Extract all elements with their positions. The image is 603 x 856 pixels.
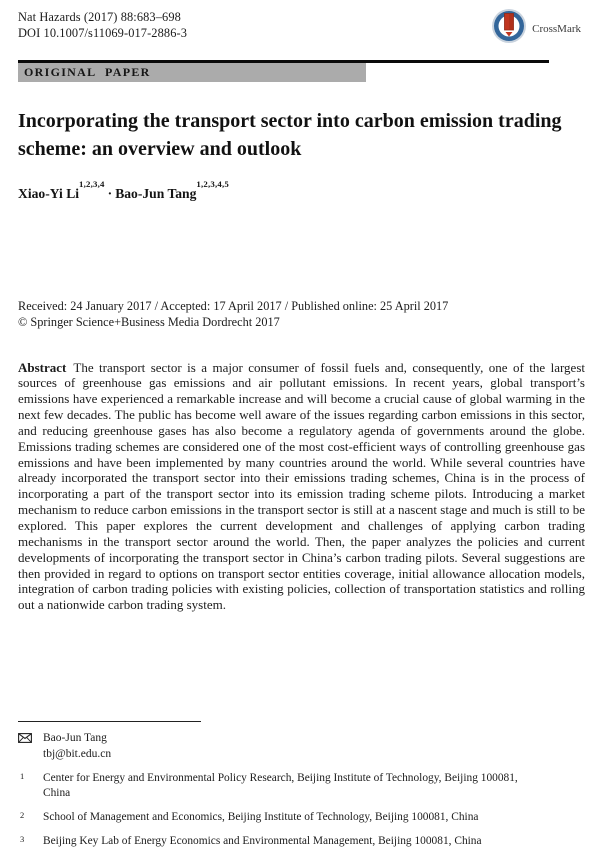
author [18, 179, 105, 201]
journal-citation: Nat Hazards (2017) 88:683–698 [18, 10, 181, 24]
affiliation-number: 1 [20, 771, 25, 781]
envelope-icon [18, 731, 43, 762]
affiliation-item [18, 771, 585, 801]
footnote-rule [18, 721, 201, 722]
footnote-block [18, 721, 585, 849]
affiliation-text: Beijing Key Lab of Energy Economics and Environmental Management, Beijing 100081, China [43, 835, 482, 847]
crossmark-icon [491, 8, 527, 49]
affiliation-number: 2 [20, 810, 25, 820]
abstract-text: The transport sector is a major consumer of fossil fuels and, consequently, one of the largest sources of greenhouse gas emissions and air pollutant emissions. In recent years, global transport’s emissions have experienced a remarkable increase and will become a crucial cause of global warming in the next few decades. The public has become well aware of the issues regarding carbon emissions in this sector, and reducing greenhouse gases has also become a regulatory agenda of governments around the globe. Emissions trading schemes are considered one of the most cost-efficient ways of controlling greenhouse gas emissions and have been implemented by many countries around the world. While several countries have already incorporated the transport sector into their emissions trading schemes, China is in the process of incorporating a part of the transport sector into its emission trading scheme pilots. Introducing a market mechanism to reduce carbon emissions in the transport sector is still at a nascent stage and much is still to be explored. This paper explores the current development and challenges of applying carbon trading mechanisms in the transport sector around the world. Then, the paper analyzes the policies and current developments of incorporating the transport sector in China’s carbon trading pilots. Several suggestions are then provided in regard to options on transport sector entities coverage, initial allowance allocation models, integration of carbon trading policies with existing policies, collection of transportation statistics and rolling out a nationwide carbon trading system. [18, 359, 585, 613]
dates-line: Received: 24 January 2017 / Accepted: 17 April 2017 / Published online: 25 April 2017 [18, 298, 449, 313]
corresponding-author-email[interactable]: tbj@bit.edu.cn [43, 747, 112, 760]
journal-header [18, 10, 585, 49]
author-name: Bao-Jun Tang [115, 185, 197, 201]
journal-info [18, 10, 187, 42]
abstract-section [18, 360, 585, 614]
abstract-label: Abstract [18, 359, 67, 375]
author-name: Xiao-Yi Li [18, 185, 80, 201]
journal-doi: DOI 10.1007/s11069-017-2886-3 [18, 25, 188, 40]
correspondence-details [43, 731, 111, 762]
authors-line [18, 179, 585, 202]
affiliation-number: 3 [20, 834, 25, 844]
crossmark-badge[interactable] [491, 8, 581, 49]
author-affiliation-refs: 1,2,3,4,5 [196, 179, 230, 189]
affiliation-item [18, 810, 585, 825]
article-type-banner: ORIGINAL PAPER [18, 63, 366, 82]
correspondence-block [18, 731, 585, 762]
author [115, 179, 230, 201]
article-title: Incorporating the transport sector into carbon emission trading scheme: an overview and outlook [18, 110, 562, 160]
affiliation-text: School of Management and Economics, Beijing Institute of Technology, Beijing 100081, China [43, 811, 479, 823]
copyright-line: © Springer Science+Business Media Dordrecht 2017 [18, 314, 280, 329]
author-affiliation-refs: 1,2,3,4 [79, 179, 105, 189]
author-separator: · [107, 185, 113, 201]
crossmark-label: CrossMark [532, 22, 581, 35]
corresponding-author-name: Bao-Jun Tang [43, 732, 107, 744]
publication-history [18, 298, 585, 330]
affiliation-text: Center for Energy and Environmental Policy Research, Beijing Institute of Technology, Beijing 100081, China [43, 772, 518, 799]
affiliation-item [18, 834, 585, 849]
